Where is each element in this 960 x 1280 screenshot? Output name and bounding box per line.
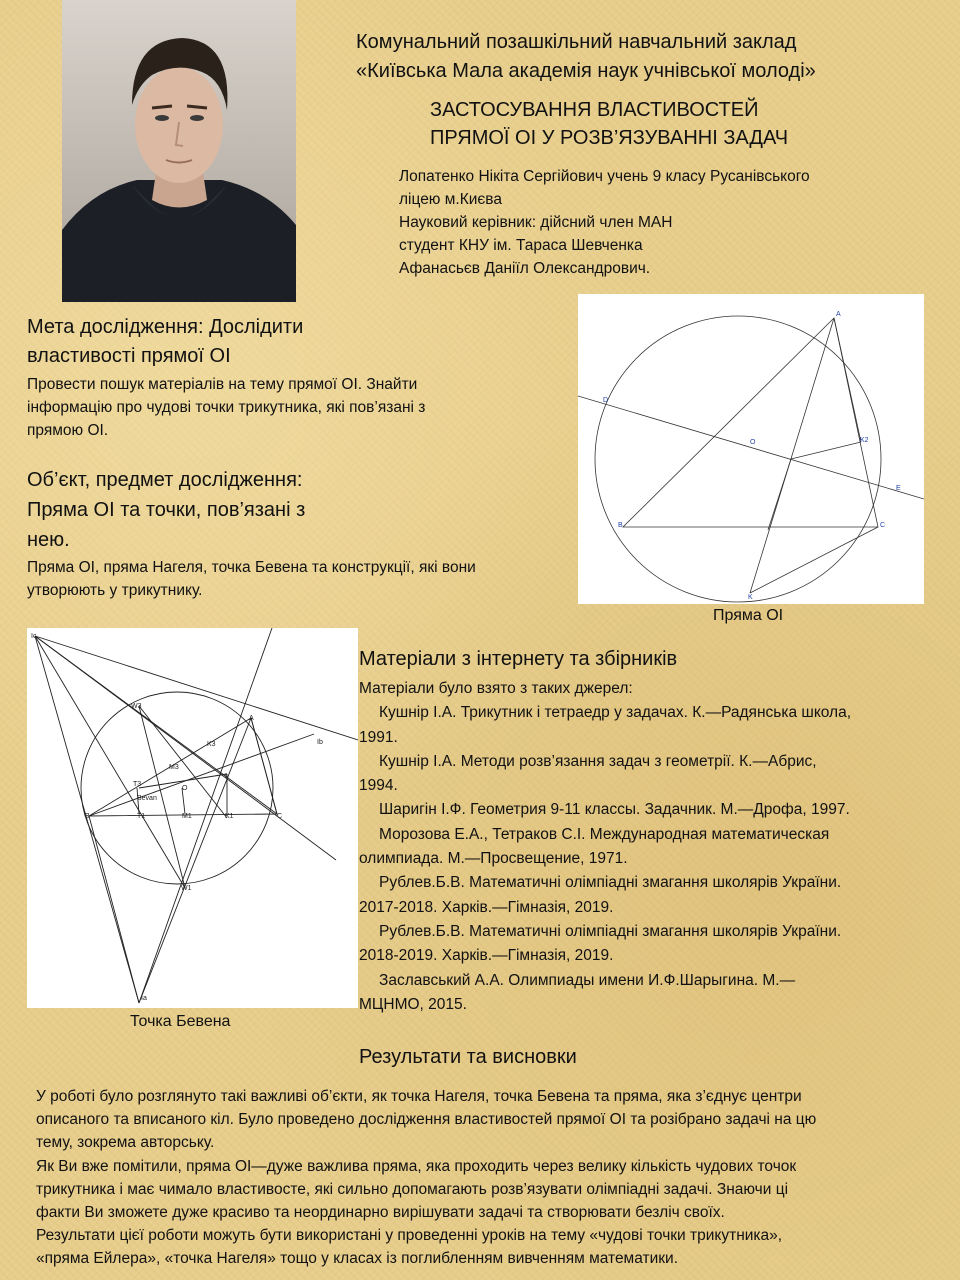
source-item: Рублев.Б.В. Математичні олімпіадні змагання школярів України. (379, 874, 842, 892)
source-item-cont: 2017-2018. Харків.—Гімназія, 2019. (359, 898, 614, 916)
materials-intro: Матеріали було взято з таких джерел: (359, 680, 633, 697)
fig2-label-ib: Ib (317, 739, 323, 746)
fig2-label-b: B (85, 813, 90, 820)
fig2-label-i: I (225, 773, 227, 780)
fig1-label-c: C (880, 522, 886, 529)
results-line: Результати цієї роботи можуть бути використані у проведенні уроків на тему «чудові точки трикутника», (36, 1227, 783, 1245)
institution (356, 28, 816, 86)
fig1-label-a: A (836, 311, 841, 318)
fig1-label-k2: K2 (860, 437, 869, 444)
source-item: Морозова Е.А., Тетраков С.І. Международная математическая (379, 825, 830, 843)
fig2-label-t3: T3 (133, 781, 142, 788)
fig2-label-a: A (249, 715, 254, 722)
fig2-label-bevan: Bevan (137, 795, 157, 802)
figure-bevan-point (27, 628, 358, 1008)
goal-text-line: інформацію про чудові точки трикутника, які пов’язані з (27, 399, 426, 416)
goal-text-line: Провести пошук матеріалів на тему прямої OI. Знайти (27, 376, 418, 393)
fig2-label-w3: W3 (131, 703, 142, 710)
goal-text (27, 373, 425, 442)
title-line2: ПРЯМОЇ OI У РОЗВ’ЯЗУВАННІ ЗАДАЧ (430, 127, 789, 149)
fig2-label-c: C (277, 813, 283, 820)
fig1-label-d: D (603, 397, 609, 404)
results-line: тему, зокрема авторську. (36, 1134, 215, 1152)
goal-heading-line: Мета дослідження: Дослідити (27, 316, 304, 338)
fig1-label-b: B (618, 522, 623, 529)
source-item: Заславський А.А. Олимпиады имени И.Ф.Шарыгина. М.— (379, 971, 796, 989)
author-line: Науковий керівник: дійсний член МАН (399, 214, 673, 231)
institution-line1: Комунальний позашкільний навчальний заклад (356, 31, 797, 53)
results-heading: Результати та висновки (359, 1046, 577, 1068)
author-line: Лопатенко Нікіта Сергійович учень 9 класу Русанівського (399, 168, 810, 185)
object-text-line: Пряма OI, пряма Нагеля, точка Бевена та конструкції, які вони (27, 559, 476, 576)
results-text (36, 1085, 936, 1271)
source-item-cont: 2018-2019. Харків.—Гімназія, 2019. (359, 947, 614, 965)
results-line: У роботі було розглянуто такі важливі об’єкти, як точка Нагеля, точка Бевена та пряма, яка з’єднує центри (36, 1088, 802, 1105)
fig2-label-w1: W1 (181, 885, 192, 892)
fig2-label-t1: T1 (137, 813, 146, 820)
source-item: Рублев.Б.В. Математичні олімпіадні змагання школярів України. (379, 922, 842, 940)
fig1-label-e: E (896, 485, 901, 492)
object-heading-line: Пряма OI та точки, пов’язані з (27, 499, 306, 521)
goal-heading-line: властивості прямої OI (27, 345, 231, 367)
object-text (27, 556, 476, 602)
fig2-label-ic: Ic (31, 633, 37, 640)
poster-title (430, 96, 788, 152)
results-line: факти Ви зможете дуже красиво та неординарно вирішувати задачі та створювати безліч своїх. (36, 1204, 725, 1222)
fig2-label-k1: K1 (225, 813, 234, 820)
fig1-label-o: O (750, 439, 756, 446)
figure1-caption: Пряма OI (713, 607, 784, 624)
fig1-label-k: K (748, 594, 753, 601)
goal-heading (27, 313, 303, 371)
source-item: Кушнір І.А. Методи розв’язання задач з геометрії. К.—Абрис, (379, 752, 817, 770)
author-line: студент КНУ ім. Тараса Шевченка (399, 237, 643, 254)
figure-line-oi (578, 294, 924, 604)
results-line: трикутника і має чимало властивосте, які сильно допомагають розв’язувати олімпіадні задачі. Знаючи ці (36, 1180, 789, 1198)
source-item: Шаригін І.Ф. Геометрия 9-11 классы. Задачник. М.—Дрофа, 1997. (379, 801, 850, 819)
fig2-label-m3: M3 (169, 764, 179, 771)
author-line: Афанасьєв Даніїл Олександрович. (399, 260, 651, 277)
source-item-cont: олимпиада. М.—Просвещение, 1971. (359, 850, 628, 868)
object-heading-line: Об’єкт, предмет дослідження: (27, 469, 303, 491)
title-line1: ЗАСТОСУВАННЯ ВЛАСТИВОСТЕЙ (430, 99, 759, 121)
author-info (399, 165, 879, 280)
object-text-line: утворюють у трикутнику. (27, 582, 203, 599)
object-heading-line: нею. (27, 529, 70, 551)
goal-text-line: прямою OI. (27, 422, 109, 439)
author-photo (62, 0, 296, 302)
source-item-cont: 1991. (359, 728, 398, 746)
results-line: Як Ви вже помітили, пряма OI—дуже важлива пряма, яка проходить через велику кількість чудових точок (36, 1157, 797, 1175)
object-heading (27, 465, 305, 555)
fig2-label-o: O (182, 785, 188, 792)
figure2-caption: Точка Бевена (130, 1013, 231, 1030)
results-line: «пряма Ейлера», «точка Нагеля» тощо у класах із поглибленням вивченням математики. (36, 1250, 679, 1268)
author-line: ліцею м.Києва (399, 191, 502, 208)
source-item-cont: МЦНМО, 2015. (359, 995, 467, 1013)
materials-sources (359, 677, 929, 1017)
institution-line2: «Київська Мала академія наук учнівської молоді» (356, 60, 816, 82)
materials-heading: Матеріали з інтернету та збірників (359, 648, 678, 670)
results-line: описаного та вписаного кіл. Було проведено дослідження властивостей прямої OI та розібрано задачі на цю (36, 1111, 817, 1129)
source-item: Кушнір І.А. Трикутник і тетраедр у задачах. К.—Радянська школа, (379, 704, 852, 722)
fig2-label-m1: M1 (182, 813, 192, 820)
source-item-cont: 1994. (359, 777, 398, 795)
fig2-label-k3: K3 (207, 741, 216, 748)
fig2-label-ia: Ia (141, 995, 147, 1002)
